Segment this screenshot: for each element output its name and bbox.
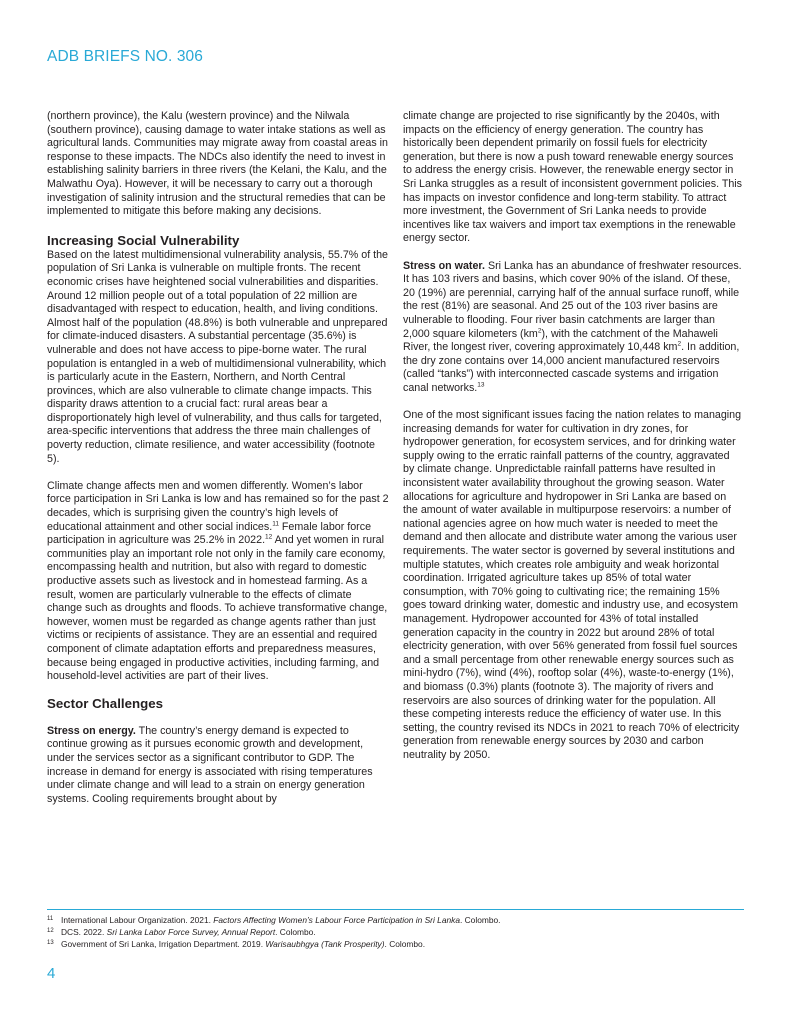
footnote-13 (47, 938, 744, 950)
footnote-text: International Labour Organization. 2021. (61, 915, 214, 925)
water-lead: Stress on water. (403, 259, 485, 272)
footnote-number: 12 (47, 928, 54, 934)
left-column (47, 110, 389, 806)
social-vulnerability-paragraph: Based on the latest multidimensional vulnerability analysis, 55.7% of the population of Sri Lanka is vulnerable on multiple fronts. The recent economic crises have heightened social vulnerabilities and disparities. Around 12 million people out of a total population of 22 million are disadvantaged with respect to education, health, and living conditions. Almost half of the population (48.8%) is both vulnerable and unprepared for climate-induced disasters. A substantial percentage (35.6%) is vulnerable and does not have access to pipe-borne water. The rural population is entangled in a web of multidimensional vulnerability, which is particularly acute in the Eastern, Northern, and North Central provinces, which are also vulnerable to climate change impacts. This disparity draws attention to a crucial fact: rural areas bear a disproportionately high level of vulnerability, and thus calls for targeted, area-specific interventions that address the three main challenges of poverty reduction, climate resilience, and water accessibility (footnote 5). (47, 248, 389, 465)
footnotes (47, 914, 744, 950)
water-text-3: . In addition, the dry zone contains over 14,000 ancient manufactured reservoirs (called “tanks”) with interconnected cascade systems and irrigation canal networks. (403, 341, 740, 394)
footnote-text: DCS. 2022. (61, 927, 107, 937)
footnote-ref-12[interactable]: 12 (265, 533, 273, 541)
water-text-2: ), with the catchment of the Mahaweli River, the longest river, covering approximately 10,448 km (403, 327, 718, 354)
water-issues-paragraph: One of the most significant issues facing the nation relates to managing increasing demands for water for cultivation in dry zones, for hydropower generation, for ecosystem services, and for drinking water supply owing to the erratic rainfall patterns of the country, aggravated by climate change. Unpredictable rainfall patterns have resulted in inconsistent water availability throughout the growing season. Water allocations for agriculture and hydropower in Sri Lanka are based on the amount of water available in multipurpose reservoirs: a number of national agencies agree on how much water is needed to meet the demand and then allocate and distribute water among the various user requirements. The water sector is governed by several institutions and multiple statutes, which creates role ambiguity and weak horizontal coordination. Irrigated agriculture takes up 85% of total water consumption, with 70% going to cultivating rice; the remaining 15% goes toward drinking water, domestic and industry use, and ecosystem management. Hydropower accounted for 43% of total installed generation capacity in the country in 2022 but around 28% of total electricity generation, with over 56% generated from fossil fuel sources and a small percentage from other renewable energy sources such as mini-hydro (7%), wind (4%), rooftop solar (4%), waste-to-energy (1%), and biomass (0.3%) plants (footnote 3). The majority of rivers and reservoirs are also sources of drinking water for the population. All these competing interests reduce the efficiency of water use. In this setting, the country revised its NDCs in 2021 to reach 70% of electricity generation from renewable energy sources by 2030 and carbon neutrality by 2050. (403, 409, 742, 761)
superscript-2: 2 (537, 326, 542, 334)
footnote-text: . Colombo. (384, 939, 426, 949)
energy-paragraph (47, 725, 389, 807)
energy-continued-paragraph: climate change are projected to rise significantly by the 2040s, with impacts on the efficiency of energy generation. The country has historically been dependent primarily on fossil fuels for electricity generation, but there is now a push toward renewable energy sources to address the energy crisis. However, the renewable energy sector in Sri Lanka struggles as a result of inconsistent government policies. This has impacts on investor confidence and long-term stability. To attract more investment, the Government of Sri Lanka needs to provide incentives like tax waivers and import tax exemptions in the renewable energy sector. (403, 110, 743, 245)
energy-text: The country’s energy demand is expected to continue growing as it pursues economic growth and development, under the services sector as a significant contributor to GDP. The increase in demand for energy is associated with rising temperatures under climate change and will lead to a strain on energy generation systems. Cooling requirements brought about by (47, 724, 373, 805)
brief-series-title: ADB BRIEFS NO. 306 (47, 48, 203, 65)
footnote-text: . Colombo. (275, 927, 316, 937)
footnote-title: Sri Lanka Labor Force Survey, Annual Report (106, 927, 276, 937)
sector-challenges-heading: Sector Challenges (47, 695, 164, 711)
gender-text-1: Climate change affects men and women differently. Women’s labor force participation in Sri Lanka is low and has remained so for the past 2 decades, which is surprising given the country’s high levels of educational attainment and other social indices. (47, 479, 389, 533)
footnote-title: Warisaubhgya (Tank Prosperity) (265, 939, 385, 949)
social-vulnerability-heading: Increasing Social Vulnerability (47, 232, 240, 248)
footnote-11 (47, 914, 744, 926)
water-paragraph (403, 260, 743, 396)
footnote-divider (47, 909, 744, 910)
footnote-title: Factors Affecting Women’s Labour Force Participation in Sri Lanka (213, 915, 460, 925)
gender-paragraph (47, 480, 389, 684)
footnote-number: 13 (47, 940, 54, 946)
gender-text-2: Female labor force participation in agriculture was 25.2% in 2022. (47, 520, 372, 547)
footnote-number: 11 (47, 916, 54, 922)
superscript-2: 2 (677, 340, 682, 348)
water-text-1: Sri Lanka has an abundance of freshwater resources. It has 103 rivers and basins, which cover 90% of the island. Of these, 20 (19%) are perennial, carrying half of the annual surface runoff, while the rest (81%) are seasonal. And 25 out of the 103 river basins are vulnerable to flooding. Four river basin catchments are larger than 2,000 square kilometers (km (403, 259, 742, 340)
footnote-ref-13[interactable]: 13 (477, 381, 485, 389)
footnote-text: Government of Sri Lanka, Irrigation Department. 2019. (61, 939, 266, 949)
energy-lead: Stress on energy. (47, 724, 136, 737)
footnote-12 (47, 926, 744, 938)
footnote-text: . Colombo. (459, 915, 501, 925)
footnote-ref-11[interactable]: 11 (272, 520, 279, 528)
page-number: 4 (47, 965, 56, 982)
gender-text-3: And yet women in rural communities play an important role not only in the family care economy, encompassing health and nutrition, but also with regard to domestic productive assets such as livestock and in homestead farming. As a result, women are particularly vulnerable to the effects of climate change such as droughts and floods. To achieve transformative change, however, women must be regarded as change agents rather than just victims or recipients of assistance. They are an essential and required component of climate adaptation efforts and preparedness measures, because being engaged in productive activities, including farming, and household-level activities are part of their lives. (47, 534, 388, 683)
salinity-paragraph: (northern province), the Kalu (western province) and the Nilwala (southern province), causing damage to water intake stations as well as agricultural lands. Communities may migrate away from coastal areas in response to these impacts. The NDCs also identify the need to invest in establishing salinity barriers in three rivers (the Kelani, the Kalu, and the Malwathu Oya). However, it will be necessary to carry out a thorough investigation of salinity intrusion and the structural remedies that can be implemented to mitigate this before making any decisions. (47, 110, 388, 218)
right-column (403, 110, 743, 763)
